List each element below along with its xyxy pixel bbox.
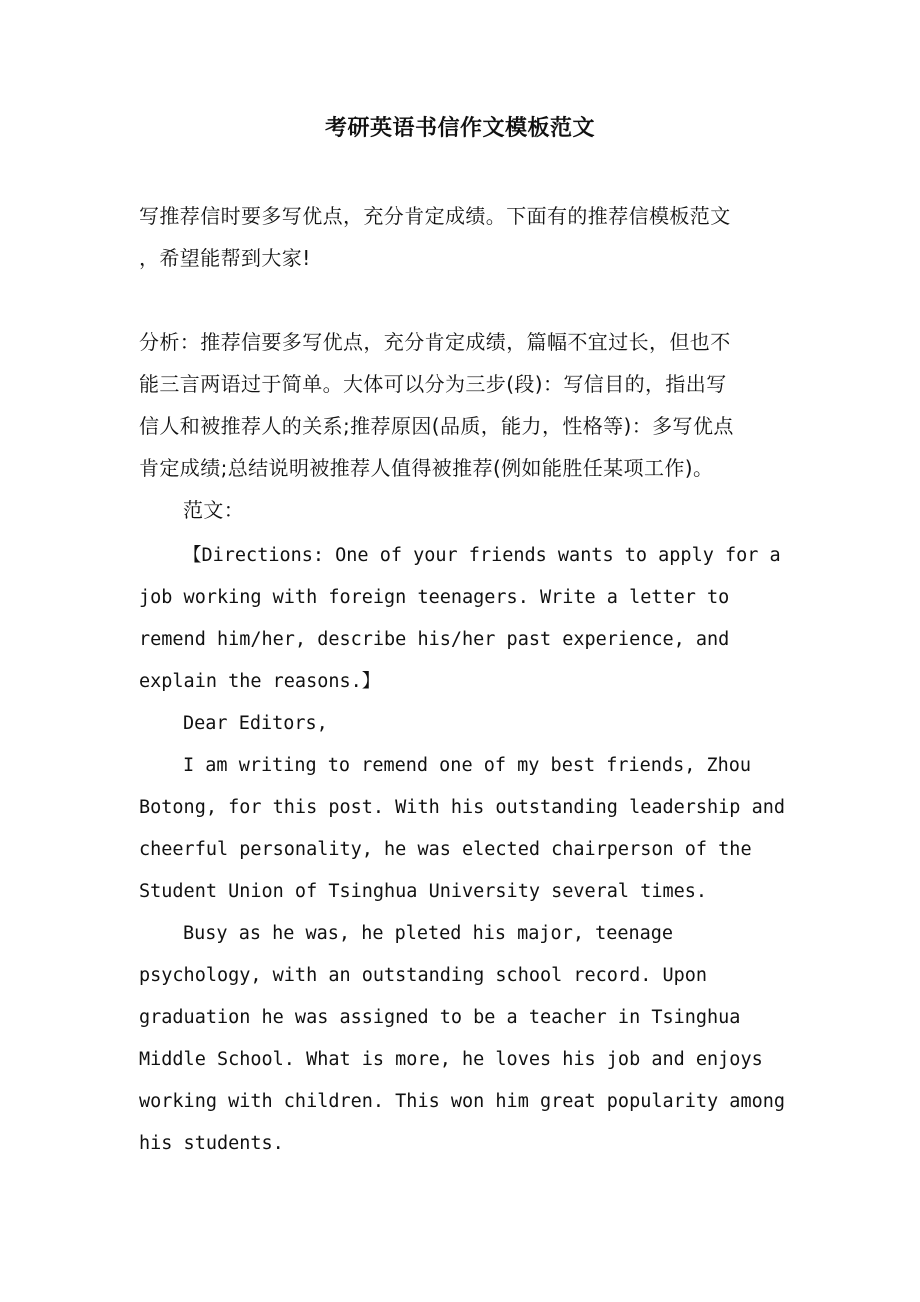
analysis-line: 能三言两语过于简单。大体可以分为三步(段)：写信目的，指出写 <box>139 372 727 396</box>
letter-paragraph-2 <box>139 913 786 1165</box>
sample-label: 范文： <box>183 498 245 522</box>
paragraph1-line: cheerful personality, he was elected chairperson of the <box>139 839 752 860</box>
analysis-paragraph <box>139 321 779 489</box>
directions-line: explain the reasons.】 <box>139 671 381 692</box>
intro-line: 写推荐信时要多写优点，充分肯定成绩。下面有的推荐信模板范文 <box>139 204 731 228</box>
paragraph1-line: I am writing to remend one of my best friends, Zhou <box>183 755 752 776</box>
intro-line: ，希望能帮到大家! <box>139 246 311 270</box>
directions-line: remend him/her, describe his/her past experience, and <box>139 629 730 650</box>
paragraph2-line: working with children. This won him great popularity among <box>139 1091 786 1112</box>
paragraph2-line: his students. <box>139 1133 284 1154</box>
directions-paragraph <box>139 535 779 703</box>
paragraph1-line: Student Union of Tsinghua University several times. <box>139 881 708 902</box>
analysis-line: 肯定成绩;总结说明被推荐人值得被推荐(例如能胜任某项工作)。 <box>139 456 714 480</box>
paragraph1-line: Botong, for this post. With his outstanding leadership and <box>139 797 786 818</box>
paragraph2-line: psychology, with an outstanding school record. Upon <box>139 965 708 986</box>
salutation-paragraph <box>139 703 779 745</box>
directions-line: 【Directions: One of your friends wants to apply for a <box>183 545 781 566</box>
sample-label-paragraph <box>139 489 779 531</box>
page-title: 考研英语书信作文模板范文 <box>324 115 595 141</box>
intro-paragraph <box>139 195 779 279</box>
letter-paragraph-1 <box>139 745 786 913</box>
paragraph2-line: graduation he was assigned to be a teacher in Tsinghua <box>139 1007 741 1028</box>
analysis-line: 分析：推荐信要多写优点，充分肯定成绩，篇幅不宜过长，但也不 <box>139 330 731 354</box>
paragraph2-line: Middle School. What is more, he loves his job and enjoys <box>139 1049 763 1070</box>
directions-line: job working with foreign teenagers. Write a letter to <box>139 587 730 608</box>
salutation: Dear Editors, <box>183 713 328 734</box>
paragraph2-line: Busy as he was, he pleted his major, teenage <box>183 923 674 944</box>
analysis-line: 信人和被推荐人的关系;推荐原因(品质，能力，性格等)：多写优点 <box>139 414 734 438</box>
